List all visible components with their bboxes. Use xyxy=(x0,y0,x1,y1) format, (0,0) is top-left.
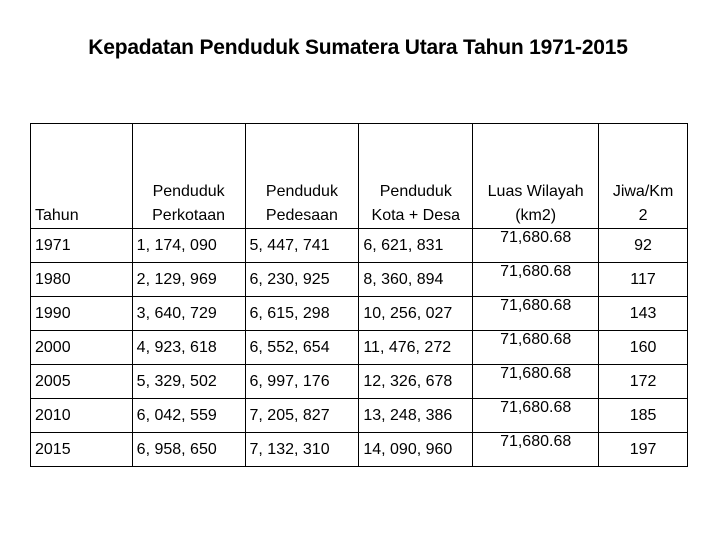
cell-rural-population: 6, 615, 298 xyxy=(245,297,359,331)
population-density-table xyxy=(30,123,688,467)
cell-total-population: 10, 256, 027 xyxy=(359,297,473,331)
cell-urban-population: 1, 174, 090 xyxy=(132,229,245,263)
header-rural-line-2: Pedesaan xyxy=(265,207,338,224)
cell-urban-population: 5, 329, 502 xyxy=(132,365,245,399)
header-area-line-2: (km2) xyxy=(515,207,557,224)
cell-density: 117 xyxy=(599,263,688,297)
cell-density: 143 xyxy=(599,297,688,331)
header-rural-line-1: Penduduk xyxy=(265,183,338,200)
header-urban-line-2: Perkotaan xyxy=(152,207,226,224)
cell-year: 2000 xyxy=(31,331,133,365)
cell-rural-population: 7, 205, 827 xyxy=(245,399,359,433)
header-density-line-2: 2 xyxy=(638,207,648,224)
cell-year: 1990 xyxy=(31,297,133,331)
table-row xyxy=(31,331,688,365)
cell-urban-population: 6, 042, 559 xyxy=(132,399,245,433)
cell-total-population: 6, 621, 831 xyxy=(359,229,473,263)
cell-area: 71,680.68 xyxy=(473,331,599,365)
header-year-line-1: Tahun xyxy=(35,207,79,224)
header-total-line-1: Penduduk xyxy=(379,183,452,200)
header-urban-line-1: Penduduk xyxy=(152,183,225,200)
cell-density: 197 xyxy=(599,433,688,467)
header-density-line-1: Jiwa/Km xyxy=(612,183,674,200)
table-header-row xyxy=(31,124,688,229)
table-row xyxy=(31,263,688,297)
cell-total-population: 14, 090, 960 xyxy=(359,433,473,467)
cell-rural-population: 5, 447, 741 xyxy=(245,229,359,263)
header-area-line-1: Luas Wilayah xyxy=(487,183,584,200)
cell-total-population: 11, 476, 272 xyxy=(359,331,473,365)
cell-total-population: 13, 248, 386 xyxy=(359,399,473,433)
cell-urban-population: 2, 129, 969 xyxy=(132,263,245,297)
page-title: Kepadatan Penduduk Sumatera Utara Tahun 1971-2015 xyxy=(88,36,628,59)
cell-area: 71,680.68 xyxy=(473,297,599,331)
cell-area: 71,680.68 xyxy=(473,399,599,433)
table-row xyxy=(31,297,688,331)
header-density xyxy=(599,124,688,229)
header-total-line-2: Kota + Desa xyxy=(371,207,461,224)
header-year xyxy=(31,124,133,229)
cell-year: 1971 xyxy=(31,229,133,263)
cell-urban-population: 3, 640, 729 xyxy=(132,297,245,331)
cell-year: 2015 xyxy=(31,433,133,467)
cell-rural-population: 6, 230, 925 xyxy=(245,263,359,297)
table-row xyxy=(31,399,688,433)
cell-urban-population: 6, 958, 650 xyxy=(132,433,245,467)
table-row xyxy=(31,229,688,263)
cell-density: 160 xyxy=(599,331,688,365)
header-total-population xyxy=(359,124,473,229)
cell-year: 2005 xyxy=(31,365,133,399)
cell-year: 2010 xyxy=(31,399,133,433)
cell-rural-population: 6, 997, 176 xyxy=(245,365,359,399)
header-rural-population xyxy=(245,124,359,229)
cell-area: 71,680.68 xyxy=(473,433,599,467)
cell-total-population: 8, 360, 894 xyxy=(359,263,473,297)
cell-year: 1980 xyxy=(31,263,133,297)
header-area xyxy=(473,124,599,229)
cell-area: 71,680.68 xyxy=(473,229,599,263)
cell-density: 172 xyxy=(599,365,688,399)
header-urban-population xyxy=(132,124,245,229)
cell-density: 185 xyxy=(599,399,688,433)
table-row xyxy=(31,365,688,399)
cell-density: 92 xyxy=(599,229,688,263)
cell-area: 71,680.68 xyxy=(473,365,599,399)
table-row xyxy=(31,433,688,467)
cell-total-population: 12, 326, 678 xyxy=(359,365,473,399)
cell-area: 71,680.68 xyxy=(473,263,599,297)
cell-rural-population: 6, 552, 654 xyxy=(245,331,359,365)
cell-rural-population: 7, 132, 310 xyxy=(245,433,359,467)
cell-urban-population: 4, 923, 618 xyxy=(132,331,245,365)
